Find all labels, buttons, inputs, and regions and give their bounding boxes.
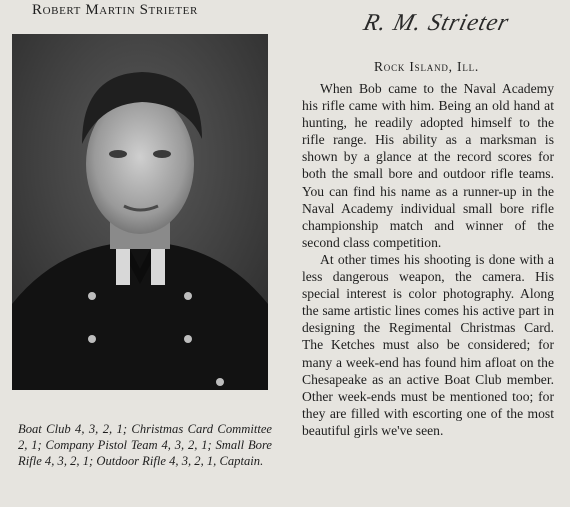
student-name: Robert Martin Strieter — [32, 2, 198, 18]
biography-paragraph: At other times his shooting is done with a less dangerous weapon, the camera. His special interest is color photography. Along the same artistic lines comes his active part in designing the Regimental Christmas Card. The Ketches must also be considered; for many a week-end has found him afloat on the Chesapeake as an active Boat Club member. Other week-ends must be mentioned too; for they are filled with escorting one of the most beautiful girls we've seen. — [302, 251, 554, 438]
signature: R. M. Strieter — [360, 10, 513, 36]
biography-paragraph: When Bob came to the Naval Academy his rifle came with him. Being an old hand at hunting, he readily adopted himself to the rifle range. His ability as a marksman is shown by a glance at the record scores for both the small bore and outdoor rifle teams. You can find his name as a runner-up in the Naval Academy individual small bore rifle championship match and winner of the second class competition. — [302, 81, 554, 250]
activities-list: Boat Club 4, 3, 2, 1; Christmas Card Committee 2, 1; Company Pistol Team 4, 3, 2, 1; Small Bore Rifle 4, 3, 2, 1; Outdoor Rifle 4, 3, 2, 1, Captain. — [18, 422, 272, 468]
biography — [302, 80, 554, 439]
hometown: Rock Island, Ill. — [374, 59, 480, 74]
portrait-photo — [12, 34, 268, 390]
